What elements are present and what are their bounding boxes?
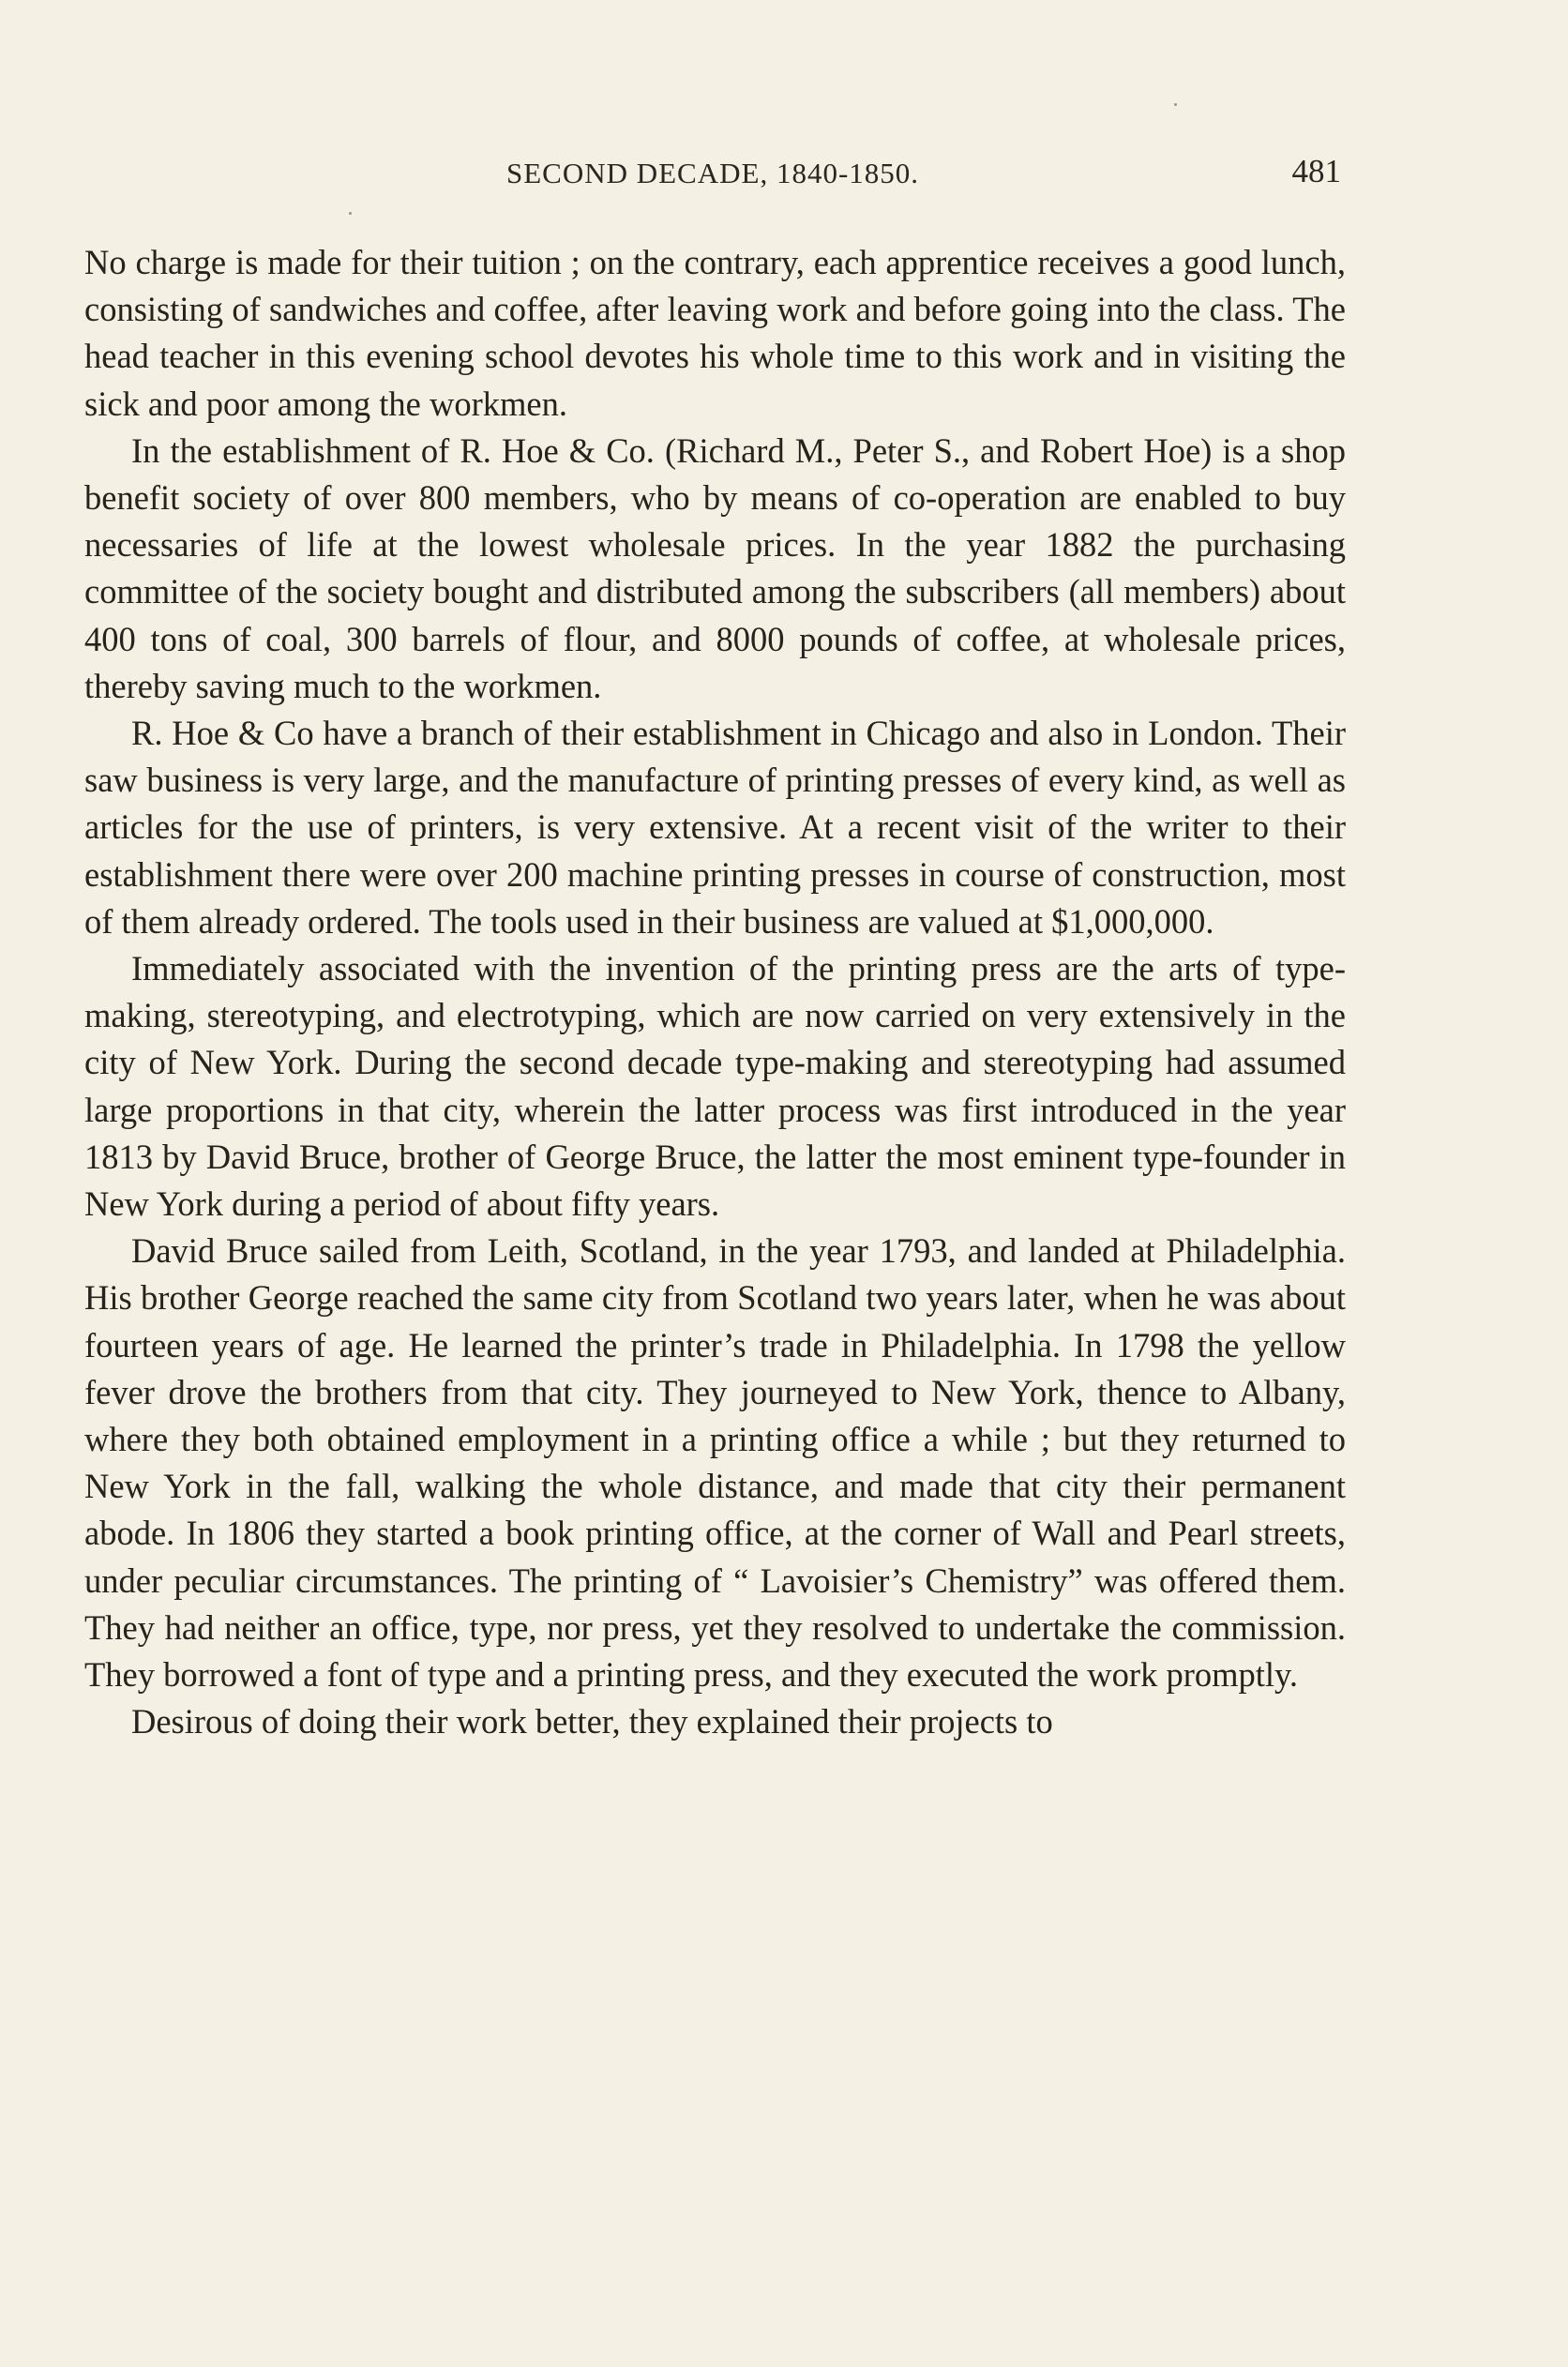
running-header [84, 153, 1341, 190]
paper-speck [349, 212, 352, 215]
paragraph-hoe-benefit-society: In the establishment of R. Hoe & Co. (Richard M., Peter S., and Robert Hoe) is a shop benefit society of over 800 members, who by means of co-operation are enabled to buy necessaries of life at the lowest wholesale prices. In the year 1882 the purchasing committee of the society bought and distributed among the subscribers (all members) about 400 tons of coal, 300 barrels of flour, and 8000 pounds of coffee, at wholesale prices, thereby saving much to the workmen. [84, 430, 1346, 705]
page-number: 481 [1291, 153, 1341, 189]
paragraph-desirous: Desirous of doing their work better, they explained their projects to [131, 1702, 1053, 1741]
paragraph-apprentice-tuition: No charge is made for their tuition ; on the contrary, each apprentice receives a good lunch, consisting of sandwiches and coffee, after leaving work and before going into the class. The head teacher in this evening school devotes his whole time to this work and in visiting the sick and poor among the workmen. [84, 243, 1346, 423]
paper-speck [1174, 103, 1177, 106]
paragraph-bruce-brothers: David Bruce sailed from Leith, Scotland, in the year 1793, and landed at Philadelphia. His brother George reached the same city from Scotland two years later, when he was about fourteen years of age. He learned the printer’s trade in Philadelphia. In 1798 the yellow fever drove the brothers from that city. They journeyed to New York, thence to Albany, where they both obtained employment in a printing office a while ; but they returned to New York in the fall, walking the whole distance, and made that city their permanent abode. In 1806 they started a book printing office, at the corner of Wall and Pearl streets, under peculiar circumstances. The printing of “ Lavoisier’s Chemistry” was offered them. They had neither an office, type, nor press, yet they resolved to undertake the commission. They borrowed a font of type and a printing press, and they executed the work promptly. [84, 1231, 1346, 1695]
paragraph-type-making: Immediately associated with the invention of the printing press are the arts of type-making, stereotyping, and electrotyping, which are now carried on very extensively in the city of New York. During the second decade type-making and stereotyping had assumed large proportions in that city, wherein the latter process was first introduced in the year 1813 by David Bruce, brother of George Bruce, the latter the most eminent type-founder in New York during a period of about fifty years. [84, 949, 1346, 1224]
paragraph-hoe-branches: R. Hoe & Co have a branch of their establishment in Chicago and also in London. Their saw business is very large, and the manufacture of printing presses of every kind, as well as articles for the use of printers, is very extensive. At a recent visit of the writer to their establishment there were over 200 machine printing presses in course of construction, most of them already ordered. The tools used in their business are valued at $1,000,000. [84, 714, 1346, 941]
body-text [84, 239, 1346, 1746]
running-title: SECOND DECADE, 1840-1850. [505, 157, 920, 189]
